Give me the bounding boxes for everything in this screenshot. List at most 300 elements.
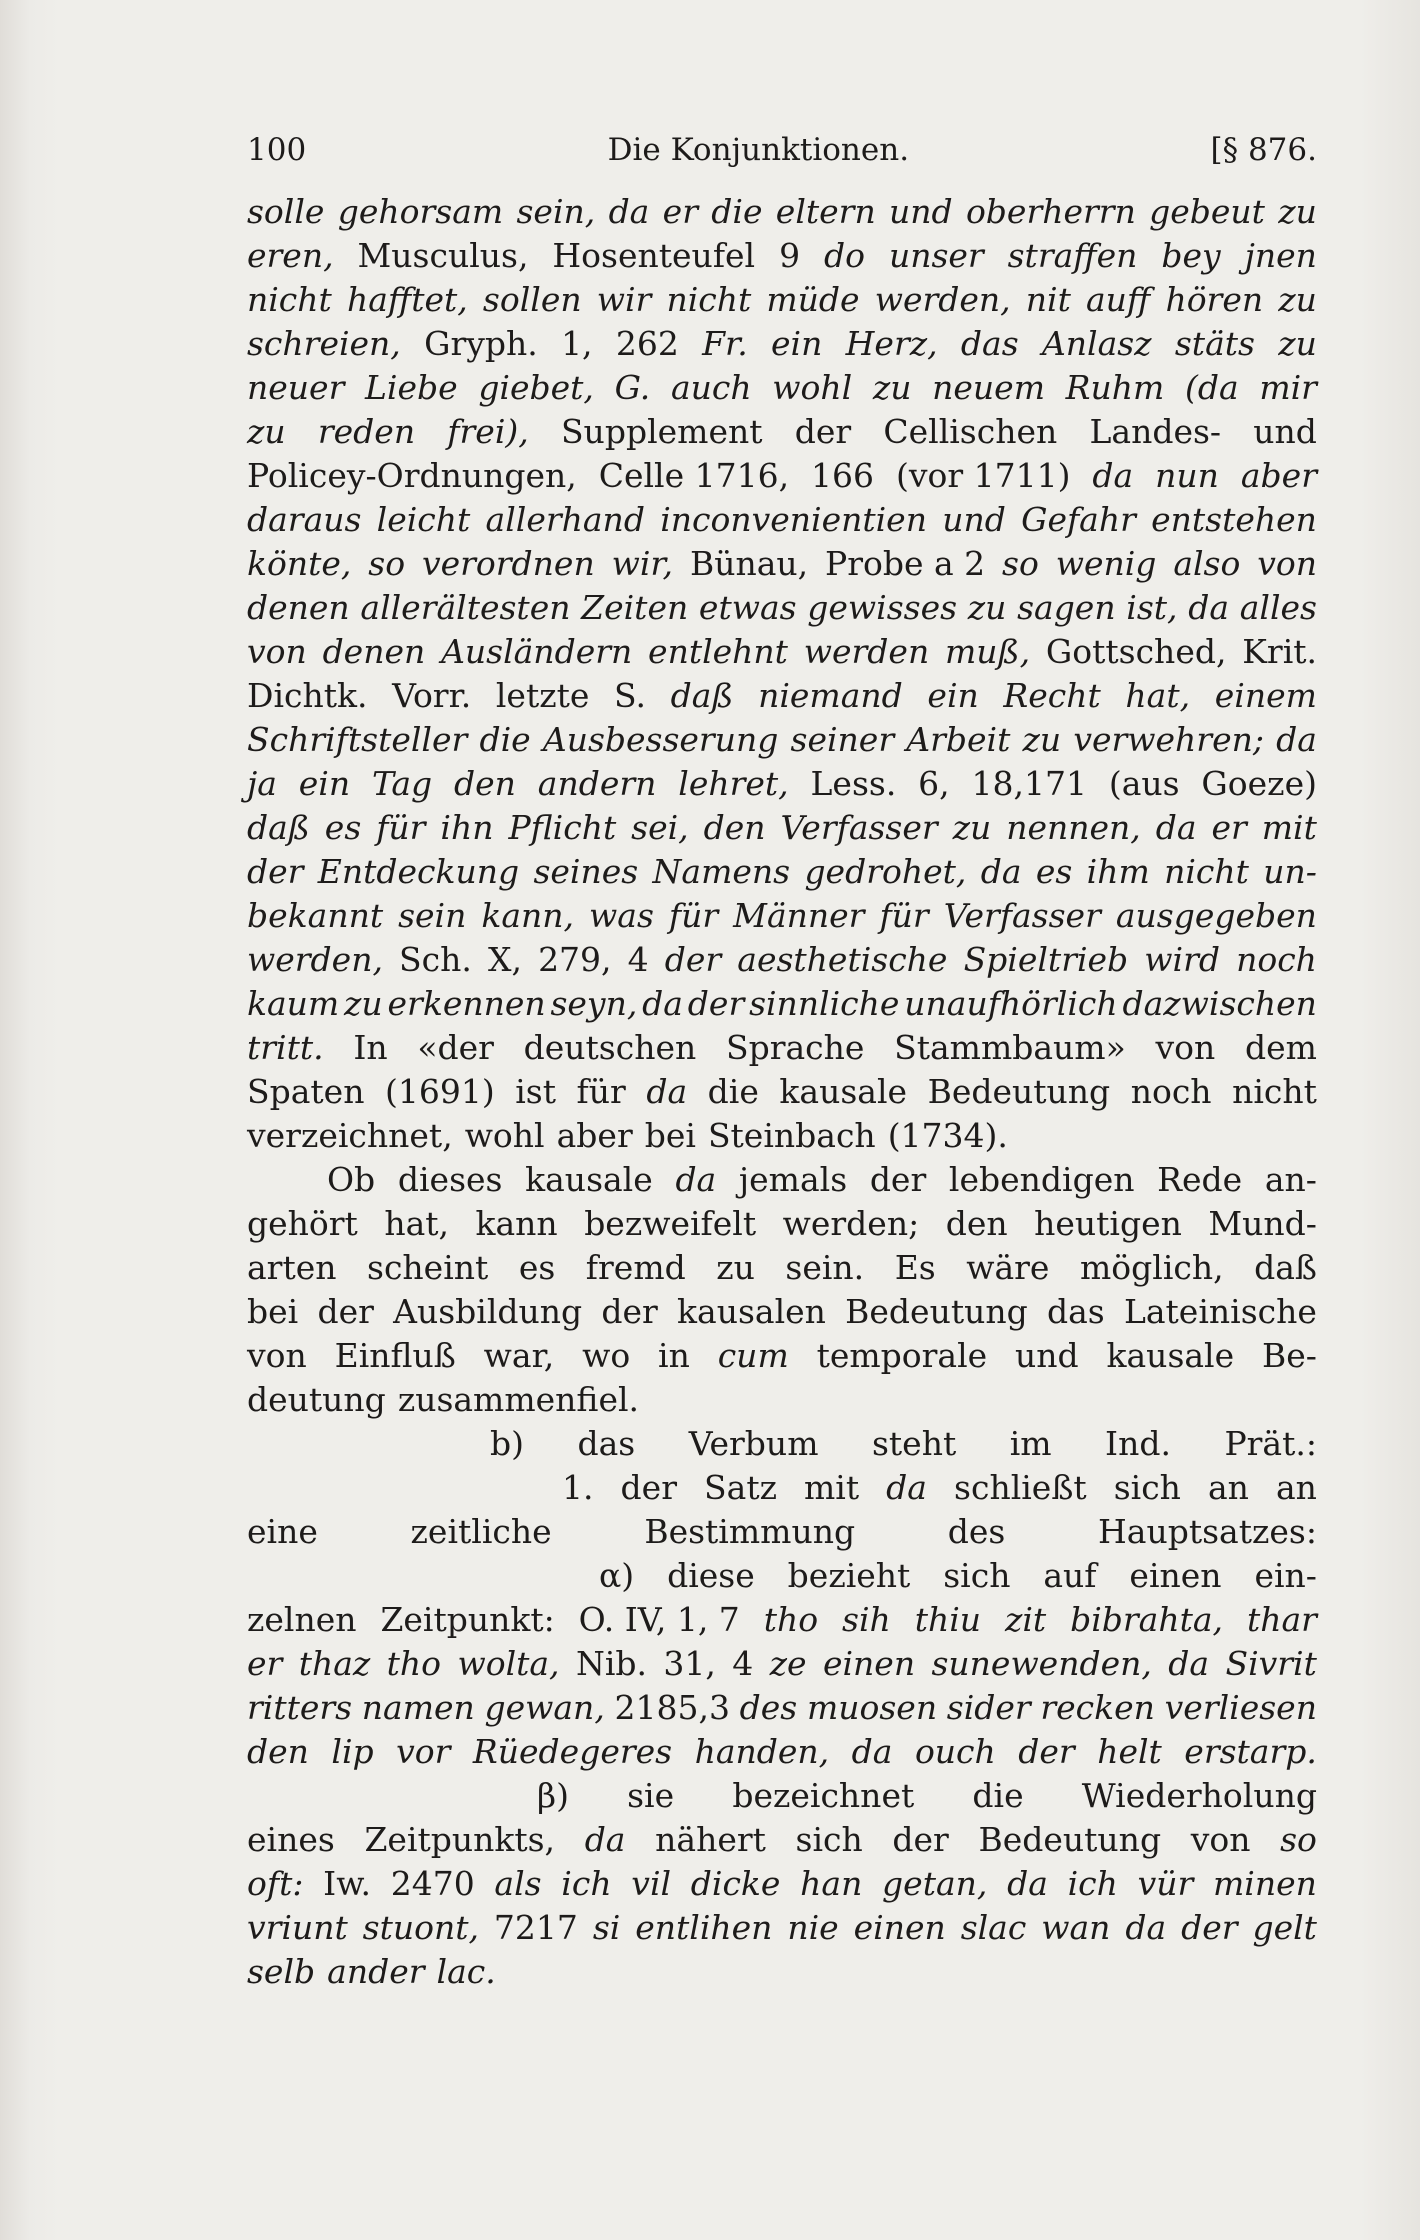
text-line [247, 1466, 1317, 1510]
text-line [247, 1246, 1317, 1290]
word: lac. [436, 1952, 496, 1991]
text-line [247, 630, 1317, 674]
word: ihm [1086, 852, 1150, 891]
word: gewisses [807, 588, 958, 627]
word: scheint [367, 1248, 489, 1287]
word: einen [1129, 1556, 1222, 1595]
word: möglich, [1079, 1248, 1224, 1287]
word: unaufhörlich [904, 984, 1118, 1023]
word: Stammbaum» [894, 1028, 1126, 1067]
text-line [247, 1906, 1317, 1950]
word: wohl [772, 368, 853, 407]
word: zu [1278, 280, 1317, 319]
word: werden [803, 632, 930, 671]
word: oft: [247, 1864, 304, 1903]
word: helt [1097, 1732, 1162, 1771]
word: reden [317, 412, 416, 451]
word: also [1173, 544, 1241, 583]
word: getan, [882, 1864, 988, 1903]
word: inconvenientien [660, 500, 927, 539]
word: ist [515, 1072, 557, 1111]
word: gehorsam [337, 192, 504, 231]
word: Bestimmung [644, 1512, 856, 1551]
text-line [247, 366, 1317, 410]
word: bekannt [247, 896, 384, 935]
word: 262 [615, 324, 679, 363]
word: sider [946, 1688, 1031, 1727]
word: ihn [440, 808, 494, 847]
word: noch [1130, 1072, 1212, 1111]
word: da [1125, 1908, 1167, 1947]
word: zu [1022, 720, 1062, 759]
word: sich [1113, 1468, 1181, 1507]
word: an [1207, 1468, 1249, 1507]
word: Ob [327, 1160, 376, 1199]
word: ist, [1126, 588, 1178, 627]
word: neuem [932, 368, 1045, 407]
text-line [247, 718, 1317, 762]
word: kaum [247, 984, 340, 1023]
text-line [247, 190, 1317, 234]
word: der [1181, 1908, 1238, 1947]
word: zu [247, 412, 286, 451]
word: hören [1165, 280, 1264, 319]
word: entlihen [635, 1908, 773, 1947]
word: es [324, 808, 362, 847]
word: da [675, 1160, 717, 1199]
word: «der [417, 1028, 494, 1067]
word: auff [1086, 280, 1151, 319]
word: bezweifelt [584, 1204, 757, 1243]
word: da [1188, 588, 1230, 627]
text-line [247, 1862, 1317, 1906]
word: andern [537, 764, 657, 803]
word: für [376, 808, 426, 847]
word: namen [361, 1688, 475, 1727]
word: von [247, 1336, 307, 1375]
word: α) [599, 1556, 635, 1595]
word: eltern [775, 192, 876, 231]
word: In [353, 1028, 388, 1067]
word: mir [1259, 368, 1317, 407]
word: Gefahr [1021, 500, 1136, 539]
word: verwehren; [1073, 720, 1264, 759]
word: da [584, 1820, 626, 1859]
word: vriunt [247, 1908, 348, 1947]
word: daraus [247, 500, 362, 539]
word: un- [1263, 852, 1317, 891]
word: 2185,3 [614, 1688, 730, 1727]
word: an [1275, 1468, 1317, 1507]
word: er [662, 192, 698, 231]
word: Es [894, 1248, 936, 1287]
word: gebeut [1149, 192, 1265, 231]
word: ja [247, 764, 277, 803]
text-line [247, 982, 1317, 1026]
word: Rüedegeres [472, 1732, 673, 1771]
word: deutschen [523, 1028, 697, 1067]
word: werden; [782, 1204, 920, 1243]
word: in [658, 1336, 690, 1375]
word: sie [627, 1776, 675, 1815]
word: zu [1278, 324, 1317, 363]
word: und [1253, 412, 1317, 451]
text-line [247, 1730, 1317, 1774]
text-line [247, 1422, 1317, 1466]
word: Goeze) [1201, 764, 1317, 803]
word: (1691) [384, 1072, 495, 1111]
word: leicht [376, 500, 471, 539]
word: ausgegeben [1115, 896, 1317, 935]
word: 7217 [493, 1908, 578, 1947]
word: nun [1155, 456, 1219, 495]
word: Be- [1261, 1336, 1317, 1375]
word: wan [1041, 1908, 1111, 1947]
word: Entdeckung [317, 852, 520, 891]
word: noch [1236, 940, 1317, 979]
word: er [247, 1644, 283, 1683]
word: Fr. [702, 324, 748, 363]
word: die [972, 1776, 1024, 1815]
word: und [1015, 1336, 1079, 1375]
word: muosen [806, 1688, 938, 1727]
word: sein, [516, 192, 596, 231]
word: zu [344, 984, 383, 1023]
text-line [247, 322, 1317, 366]
word: ich [1067, 1864, 1118, 1903]
text-line [247, 498, 1317, 542]
word: Bedeutung [927, 1072, 1111, 1111]
word: von [1155, 1028, 1216, 1067]
text-line [247, 278, 1317, 322]
word: bezeichnet [732, 1776, 915, 1815]
word: Probe a 2 [825, 544, 986, 583]
word: gelt [1252, 1908, 1317, 1947]
word: slac [960, 1908, 1027, 1947]
word: alles [1239, 588, 1317, 627]
word: ein [771, 324, 823, 363]
word: entlehnt [648, 632, 788, 671]
word: Anlasz [1041, 324, 1152, 363]
word: verzeichnet, [247, 1116, 453, 1155]
word: werden, [247, 940, 383, 979]
word: wäre [966, 1248, 1050, 1287]
word: oberherrn [965, 192, 1136, 231]
word: Landes- [1089, 412, 1222, 451]
word: gedrohet, [804, 852, 967, 891]
word: seiner [790, 720, 895, 759]
word: selb [247, 1952, 316, 1991]
running-header [247, 128, 1317, 172]
word: aber [556, 1116, 633, 1155]
word: heutigen [1034, 1204, 1182, 1243]
word: daß [1254, 1248, 1317, 1287]
word: kann, [481, 896, 575, 935]
text-line [247, 1554, 1317, 1598]
word: muß, [945, 632, 1031, 671]
word: da [608, 192, 650, 231]
word: sich [795, 1820, 863, 1859]
word: so [1002, 544, 1039, 583]
word: erkennen [387, 984, 546, 1023]
word: 4 [732, 1644, 754, 1683]
word: vor [396, 1732, 451, 1771]
word: den [703, 808, 766, 847]
word: etwas [698, 588, 797, 627]
word: für [576, 1072, 626, 1111]
word: jemals [738, 1160, 848, 1199]
word: Gryph. [424, 324, 538, 363]
word: arten [247, 1248, 337, 1287]
word: so [368, 544, 406, 583]
word: Verfasser [780, 808, 938, 847]
word: 31, [663, 1644, 716, 1683]
word: fremd [585, 1248, 686, 1287]
word: die [711, 192, 763, 231]
word: kausalen [677, 1292, 826, 1331]
word: an- [1264, 1160, 1317, 1199]
word: der [620, 1468, 677, 1507]
text-line [247, 674, 1317, 718]
word: nicht [1232, 1072, 1317, 1111]
word: stäts [1174, 324, 1255, 363]
word: 18,171 [971, 764, 1087, 803]
word: si [592, 1908, 621, 1947]
text-line [247, 1774, 1317, 1818]
word: nit [1025, 280, 1071, 319]
word: hat, [384, 1204, 449, 1243]
word: aesthetische [737, 940, 948, 979]
word: mit [1261, 808, 1317, 847]
word: nennen, [1006, 808, 1141, 847]
word: Sprache [725, 1028, 865, 1067]
text-line [247, 1818, 1317, 1862]
word: Namens [652, 852, 791, 891]
word: bezieht [787, 1556, 911, 1595]
word: Recht [1003, 676, 1101, 715]
word: Policey-Ordnungen, [247, 456, 577, 495]
word: kann [475, 1204, 558, 1243]
text-line [247, 1950, 1317, 1994]
word: zusammenfiel. [397, 1380, 640, 1419]
word: einen [822, 1644, 916, 1683]
word: Herz, [845, 324, 938, 363]
word: einen [853, 1908, 946, 1947]
word: Iw. [323, 1864, 372, 1903]
word: gehört [247, 1204, 358, 1243]
word: für [668, 896, 719, 935]
word: Zeitpunkt: [380, 1600, 555, 1639]
word: Mund- [1208, 1204, 1317, 1243]
word: so [1280, 1820, 1317, 1859]
word: dicke [690, 1864, 781, 1903]
word: wo [582, 1336, 631, 1375]
word: Rede [1157, 1160, 1243, 1199]
word: neuer [247, 368, 345, 407]
word: giebet, [478, 368, 594, 407]
word: 166 [811, 456, 875, 495]
word: b) [490, 1424, 524, 1463]
word: eines [247, 1820, 335, 1859]
word: seines [533, 852, 639, 891]
word: allerhand [485, 500, 645, 539]
word: die [707, 1072, 759, 1111]
word: und [889, 192, 953, 231]
word: stuont, [362, 1908, 479, 1947]
word: sein [398, 896, 467, 935]
word: niemand [758, 676, 903, 715]
word: (da [1184, 368, 1239, 407]
word: 4 [627, 940, 649, 979]
word: unser [888, 236, 984, 275]
text-line [247, 806, 1317, 850]
word: tritt. [247, 1028, 324, 1067]
word: seyn, [550, 984, 638, 1023]
word: X, [487, 940, 522, 979]
word: der [664, 940, 722, 979]
word: könte, [247, 544, 352, 583]
word: müde [766, 280, 860, 319]
word: bei [247, 1292, 299, 1331]
text-line [247, 1686, 1317, 1730]
word: mit [804, 1468, 860, 1507]
word: allerältesten [360, 588, 571, 627]
word: deutung [247, 1380, 386, 1419]
word: jnen [1244, 236, 1317, 275]
word: schließt [954, 1468, 1087, 1507]
text-line [247, 454, 1317, 498]
text-line [247, 894, 1317, 938]
word: der [317, 1292, 374, 1331]
word: hat, [1125, 676, 1191, 715]
word: ze [769, 1644, 807, 1683]
word: des [947, 1512, 1006, 1551]
word: G. [614, 368, 651, 407]
word: da [646, 1072, 688, 1111]
word: Verbum [688, 1424, 819, 1463]
word: nie [787, 1908, 839, 1947]
word: verordnen [421, 544, 595, 583]
word: (aus [1108, 764, 1180, 803]
text-line [247, 1510, 1317, 1554]
word: Hosenteufel [552, 236, 756, 275]
word: vil [631, 1864, 672, 1903]
word: thiu [914, 1600, 982, 1639]
word: des [739, 1688, 798, 1727]
word: diese [667, 1556, 755, 1595]
word: β) [537, 1776, 569, 1815]
word: Arbeit [906, 720, 1011, 759]
word: Ind. [1105, 1424, 1171, 1463]
word: Zeiten [581, 588, 689, 627]
word: Satz [704, 1468, 777, 1507]
word: eren, [247, 236, 334, 275]
word: Spaten [247, 1072, 365, 1111]
word: minen [1212, 1864, 1317, 1903]
word: ein [927, 676, 979, 715]
word: dazwischen [1122, 984, 1317, 1023]
word: sein. [785, 1248, 865, 1287]
word: wird [1144, 940, 1220, 979]
word: für [879, 896, 929, 935]
word: letzte [495, 676, 590, 715]
word: dem [1244, 1028, 1317, 1067]
word: O. IV, 1, 7 [578, 1600, 740, 1639]
word: zu [1278, 192, 1317, 231]
page-content [247, 128, 1317, 1994]
word: handen, [694, 1732, 830, 1771]
text-line [247, 1070, 1317, 1114]
word: sagen [1017, 588, 1116, 627]
word: 2470 [390, 1864, 475, 1903]
word: Dichtk. [247, 676, 368, 715]
word: Vorr. [392, 676, 472, 715]
word: sollen [482, 280, 582, 319]
word: zit [1004, 1600, 1047, 1639]
word: den [247, 1732, 309, 1771]
text-line [247, 1642, 1317, 1686]
word: entstehen [1151, 500, 1317, 539]
page-number: 100 [247, 132, 307, 168]
word: Zeitpunkts, [364, 1820, 556, 1859]
word: Ruhm [1065, 368, 1165, 407]
word: der [601, 1292, 658, 1331]
word: thar [1246, 1600, 1317, 1639]
word: tho [386, 1644, 442, 1683]
word: S. [614, 676, 646, 715]
word: daß [670, 676, 734, 715]
word: Bedeutung [845, 1292, 1028, 1331]
word: cum [717, 1336, 789, 1375]
word: schreien, [247, 324, 401, 363]
word: nähert [655, 1820, 766, 1859]
word: von [247, 632, 307, 671]
word: tho [763, 1600, 819, 1639]
text-line [247, 938, 1317, 982]
word: das [1046, 1292, 1105, 1331]
text-line [247, 586, 1317, 630]
word: bibrahta, [1070, 1600, 1224, 1639]
word: dieses [397, 1160, 503, 1199]
word: den [454, 764, 516, 803]
word: Verfasser [943, 896, 1101, 935]
word: sei, [631, 808, 689, 847]
word: ouch [914, 1732, 996, 1771]
word: ander [327, 1952, 425, 1991]
text-line [247, 1114, 1317, 1158]
word: lebendigen [948, 1160, 1135, 1199]
word: da [642, 984, 683, 1023]
word: als [494, 1864, 542, 1903]
word: der [794, 412, 852, 451]
word: Spieltrieb [963, 940, 1129, 979]
word: vür [1137, 1864, 1194, 1903]
word: von [1190, 1820, 1251, 1859]
word: Bünau, [689, 544, 809, 583]
word: Schriftsteller [247, 720, 468, 759]
word: thaz [298, 1644, 371, 1683]
word: werden, [874, 280, 1011, 319]
word: erstarp. [1184, 1732, 1317, 1771]
word: Ausbildung [393, 1292, 583, 1331]
word: zu [952, 808, 992, 847]
word: nicht [666, 280, 752, 319]
word: Lateinische [1123, 1292, 1317, 1331]
word: aber [1240, 456, 1317, 495]
word: 279, [538, 940, 612, 979]
word: Einfluß [334, 1336, 456, 1375]
word: recken [1040, 1688, 1155, 1727]
